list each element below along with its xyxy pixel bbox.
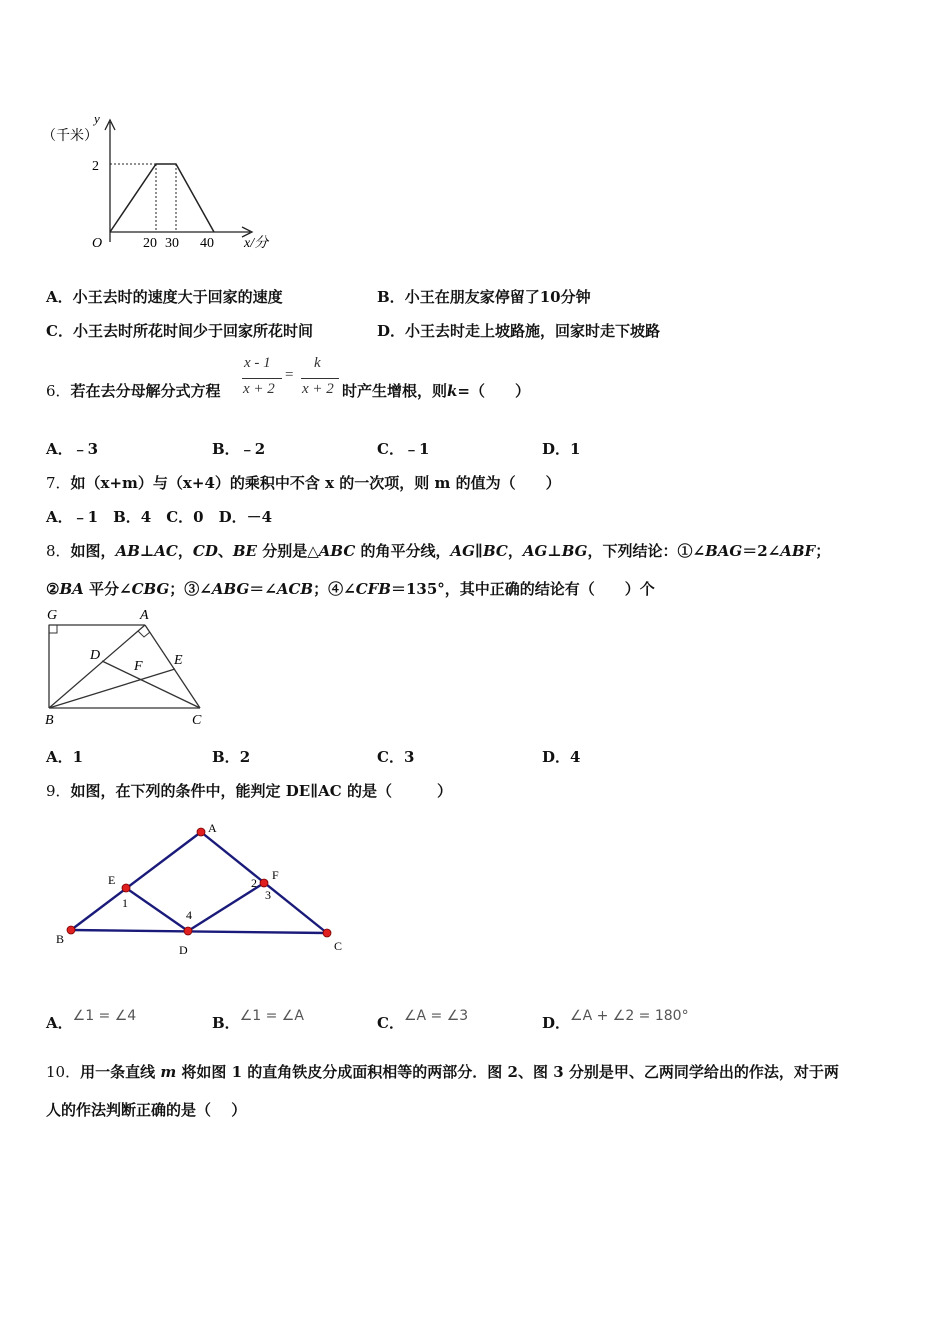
point-F (260, 879, 268, 887)
q9-text: 如图，在下列的条件中，能判定 DE∥AC 的是（ ） (70, 782, 452, 800)
q8-option-d-text: 4 (570, 748, 581, 766)
q8-math: ABC (318, 542, 356, 560)
q9-option-c[interactable] (377, 1004, 469, 1032)
q8-option-d-letter: D． (542, 748, 571, 766)
q8-math: AG (450, 542, 475, 560)
angle-label-4: 4 (186, 908, 192, 922)
q5-option-b-text: 小王在朋友家停留了10分钟 (404, 288, 591, 306)
q5-option-c-text: 小王去时所花时间少于回家所花时间 (72, 322, 313, 340)
q9-option-d[interactable] (542, 1004, 689, 1032)
q9-option-a-text: ∠1 = ∠4 (72, 1008, 137, 1024)
segment-AC (145, 625, 200, 708)
q8-math: BC (482, 542, 508, 560)
point-B (67, 926, 75, 934)
q6-option-d[interactable] (542, 438, 580, 459)
q5-option-d-text: 小王去时走上坡路施，回家时走下坡路 (405, 322, 661, 340)
q8-number: 8． (46, 542, 71, 560)
q9-option-b-text: ∠1 = ∠A (239, 1008, 304, 1024)
q5-option-b-letter: B． (377, 288, 405, 306)
q5-option-b[interactable] (377, 286, 591, 307)
q8-option-b-text: 2 (239, 748, 251, 766)
q10-text-a: 用一条直线 (80, 1063, 161, 1081)
q6-option-b-letter: B． (212, 440, 240, 458)
right-angle-A (138, 631, 150, 637)
q8-text: ，下列结论：①∠ (587, 542, 706, 560)
q7-stem (46, 472, 561, 493)
q10-m: m (160, 1063, 177, 1081)
q8-figure (40, 604, 220, 730)
q10-text-b: 将如图 1 的直角铁皮分成面积相等的两部分．图 2、图 3 分别是甲、乙两同学给出的作法，对于两 (176, 1063, 839, 1081)
point-A (197, 828, 205, 836)
right-angle-G (49, 625, 57, 633)
q6-option-b-text: ﹣2 (239, 440, 266, 458)
q8-option-a-text: 1 (72, 748, 84, 766)
q9-option-b-letter: B． (212, 1014, 240, 1032)
q6-prefix: 若在去分母解分式方程 (70, 382, 221, 400)
q8-math: CBG (131, 580, 170, 598)
q9-option-b[interactable] (212, 1004, 304, 1032)
x-label: x/分 (244, 236, 269, 251)
q9-option-d-text: ∠A + ∠2 = 180° (570, 1008, 689, 1024)
q5-option-c-letter: C． (46, 322, 73, 340)
q6-option-c-text: ﹣1 (403, 440, 430, 458)
segment-BA (49, 625, 145, 708)
q6-frac-left-bar (242, 378, 282, 379)
label-B: B (45, 713, 54, 728)
q6-frac-right-den: x + 2 (302, 381, 334, 397)
q8-text: ＝2∠ (742, 542, 781, 560)
y-label: y (94, 111, 100, 126)
segment-ED (126, 888, 188, 931)
label-G: G (47, 608, 58, 623)
q8-text: ；③∠ (169, 580, 212, 598)
q8-stem-line2 (46, 578, 655, 599)
q5-option-a-text: 小王去时的速度大于回家的速度 (72, 288, 283, 306)
q6-frac-right-bar (301, 378, 339, 379)
q8-text: ； (815, 542, 831, 560)
q8-text: 平分∠ (83, 580, 132, 598)
segment-BC (71, 930, 327, 933)
q7-options[interactable]: A．﹣1 B．4 C．0 D．－4 (46, 508, 273, 526)
label-C: C (334, 939, 343, 953)
point-E (122, 884, 130, 892)
x-tick-20: 20 (143, 236, 157, 251)
label-B: B (56, 932, 65, 946)
q6-option-d-text: 1 (570, 440, 581, 458)
q5-option-a-letter: A． (46, 288, 73, 306)
q6-option-b[interactable] (212, 438, 265, 459)
q8-option-c[interactable] (377, 746, 414, 767)
q8-text: ∥ (474, 542, 483, 560)
q6-option-d-letter: D． (542, 440, 571, 458)
q8-text: ＝135°，其中正确的结论有（ ）个 (390, 580, 655, 598)
segment-BE (49, 669, 175, 708)
q8-text: ， (177, 542, 193, 560)
q6-option-c-letter: C． (377, 440, 404, 458)
q8-option-c-text: 3 (403, 748, 415, 766)
label-C: C (192, 713, 202, 728)
label-E: E (174, 653, 183, 668)
q8-math: ABF (780, 542, 816, 560)
q8-math: BA (59, 580, 84, 598)
q9-points (67, 828, 331, 937)
q9-option-a[interactable] (46, 1004, 137, 1032)
q6-option-c[interactable] (377, 438, 429, 459)
point-D (184, 927, 192, 935)
q9-option-a-letter: A． (46, 1014, 73, 1032)
x-tick-30: 30 (165, 236, 179, 251)
q7-text: 如（x+m）与（x+4）的乘积中不含 x 的一次项，则 m 的值为（ ） (70, 474, 561, 492)
angle-label-1: 1 (122, 896, 128, 910)
q9-figure (50, 818, 360, 958)
q10-stem-line2: 人的作法判断正确的是（ ） (46, 1101, 247, 1119)
q6-stem-suffix (342, 380, 530, 401)
angle-label-3: 3 (265, 888, 271, 902)
q6-option-a-text: ﹣3 (72, 440, 99, 458)
q6-frac-left-den: x + 2 (243, 381, 275, 397)
q8-text: 分别是△ (256, 542, 319, 560)
q8-text: ⊥ (547, 542, 562, 560)
q10-number: 10． (46, 1063, 81, 1081)
q8-math: ABG (211, 580, 250, 598)
label-F: F (134, 659, 143, 674)
label-E: E (108, 873, 116, 887)
q9-number: 9． (46, 782, 71, 800)
q6-option-a-letter: A． (46, 440, 73, 458)
q6-frac-right-num: k (314, 355, 321, 371)
q8-math: CFB (355, 580, 391, 598)
q8-text: ⊥ (139, 542, 155, 560)
q8-text: ， (507, 542, 523, 560)
distance-line (110, 164, 214, 232)
q8-text: ；④∠ (313, 580, 356, 598)
q8-math: BE (232, 542, 257, 560)
q8-option-a-letter: A． (46, 748, 73, 766)
q8-math: CD (192, 542, 218, 560)
q10-stem-line1 (46, 1061, 839, 1082)
q8-option-b-letter: B． (212, 748, 240, 766)
segment-BA (71, 832, 201, 930)
label-A: A (140, 608, 149, 623)
q6-frac-left-num: x - 1 (244, 355, 271, 371)
q8-option-d[interactable] (542, 746, 580, 767)
segment-DF (188, 883, 264, 931)
point-C (323, 929, 331, 937)
x-tick-40: 40 (200, 236, 214, 251)
q8-math: AC (154, 542, 178, 560)
q8-math: AB (115, 542, 140, 560)
q9-stem (46, 780, 452, 801)
q8-text: 如图， (70, 542, 116, 560)
q6-number: 6． (46, 382, 71, 400)
angle-label-2: 2 (251, 876, 257, 890)
q8-option-a[interactable] (46, 746, 83, 767)
q5-option-d-letter: D． (377, 322, 406, 340)
q6-stem-prefix (46, 380, 221, 401)
q7-number: 7． (46, 474, 71, 492)
q8-math: AG (522, 542, 548, 560)
q8-math: BAG (705, 542, 743, 560)
q9-option-d-letter: D． (542, 1014, 571, 1032)
q8-math: ACB (276, 580, 314, 598)
segment-CD (102, 661, 200, 708)
q8-stem-line1 (46, 540, 830, 561)
distance-time-graph (40, 108, 290, 258)
label-A: A (208, 821, 217, 835)
q9-option-c-letter: C． (377, 1014, 404, 1032)
label-F: F (272, 868, 279, 882)
q6-suffix-before-k: 时产生增根，则 (342, 382, 448, 400)
q8-option-b[interactable] (212, 746, 250, 767)
q5-option-d[interactable] (377, 320, 660, 341)
q6-option-a[interactable] (46, 438, 98, 459)
q8-text: ＝∠ (249, 580, 277, 598)
q8-text: ② (46, 580, 60, 598)
q6-suffix-after-k: =（ ） (457, 382, 530, 400)
y-unit: （千米） (42, 129, 98, 144)
q8-text: 、 (217, 542, 233, 560)
q5-option-c[interactable] (46, 320, 313, 341)
q9-option-c-text: ∠A = ∠3 (403, 1008, 469, 1024)
q6-k: k (447, 382, 458, 400)
origin-label: O (92, 236, 103, 251)
q5-option-a[interactable] (46, 286, 283, 307)
label-D: D (90, 648, 101, 663)
q8-option-c-letter: C． (377, 748, 404, 766)
q6-equals: = (285, 367, 294, 383)
y-tick-2: 2 (92, 159, 99, 174)
label-D: D (179, 943, 188, 957)
q8-math: BG (561, 542, 588, 560)
q8-text: 的角平分线， (355, 542, 451, 560)
